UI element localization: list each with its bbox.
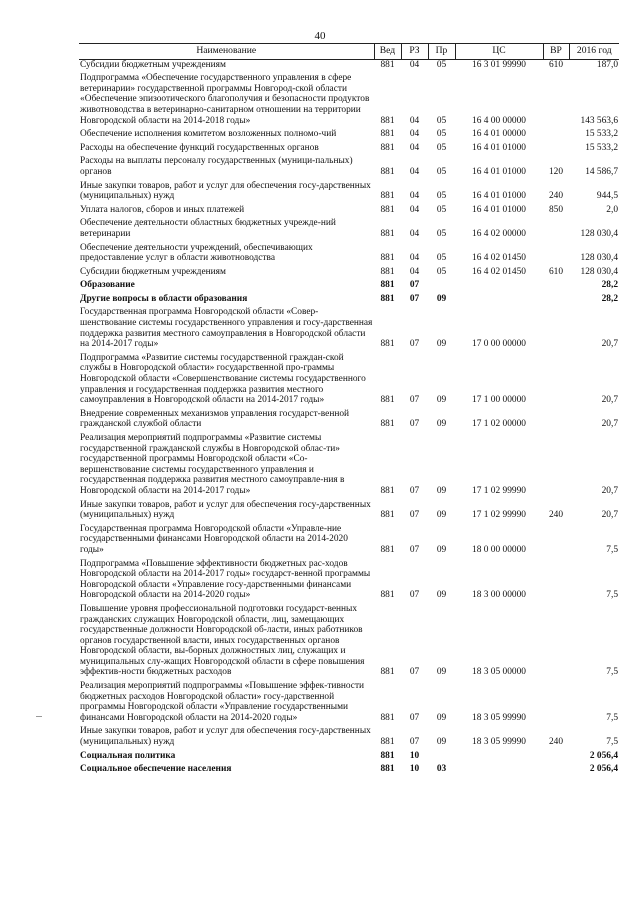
cell-rz: 04 xyxy=(409,166,420,177)
cell-vr: 610 xyxy=(548,59,564,70)
cell-name: Расходы на обеспечение функций государственных органов xyxy=(80,142,319,153)
cell-rz: 04 xyxy=(409,266,420,277)
header-name: Наименование xyxy=(79,44,374,60)
cell-amount: 15 533,2 xyxy=(585,129,618,140)
cell-cs: 18 3 05 99990 xyxy=(472,712,526,723)
cell-vr: 240 xyxy=(548,510,564,521)
cell-vr xyxy=(543,294,569,308)
cell-cs xyxy=(455,764,543,778)
cell-amount: 2 056,4 xyxy=(589,750,618,761)
cell-amount: 7,5 xyxy=(606,590,618,601)
cell-cs: 16 4 01 01000 xyxy=(472,166,526,177)
cell-name: Обеспечение исполнения комитетом возложенных полномо-чий xyxy=(80,129,337,140)
cell-name: Субсидии бюджетным учреждениям xyxy=(80,59,226,70)
cell-amount: 2,0 xyxy=(606,204,618,215)
cell-amount: 2 056,4 xyxy=(589,764,618,775)
cell-cs xyxy=(455,751,543,765)
cell-rz: 07 xyxy=(409,395,420,406)
cell-amount: 20,7 xyxy=(601,419,618,430)
cell-amount: 7,5 xyxy=(606,544,618,555)
cell-rz: 07 xyxy=(409,712,420,723)
cell-rz: 07 xyxy=(409,280,420,291)
cell-pr: 09 xyxy=(436,737,447,748)
table-row xyxy=(79,243,619,267)
cell-rz: 07 xyxy=(409,485,420,496)
cell-pr: 05 xyxy=(436,59,447,70)
cell-vr xyxy=(543,681,569,726)
cell-rz: 04 xyxy=(409,228,420,239)
cell-amount: 944,5 xyxy=(596,191,618,202)
cell-cs: 17 1 02 99990 xyxy=(472,485,526,496)
cell-pr: 05 xyxy=(436,166,447,177)
header-cs: ЦС xyxy=(455,44,543,60)
cell-amount: 128 030,4 xyxy=(580,228,618,239)
table-row xyxy=(79,524,619,559)
table-row xyxy=(79,143,619,157)
cell-pr: 09 xyxy=(436,395,447,406)
cell-ved: 881 xyxy=(380,510,395,521)
cell-rz: 07 xyxy=(409,293,420,304)
cell-pr: 09 xyxy=(436,667,447,678)
cell-name: Реализация мероприятий подпрограммы «Развитие системы государственной гражданской службы в Новгородской облас-ти» государственной программы Новгородской области «Со-вершенствование системы государственного управления и государственная поддержка развития местного самоуправле-ния в Новгородской области на 2014-2017 годы» xyxy=(80,433,345,496)
cell-ved: 881 xyxy=(380,667,395,678)
cell-rz: 10 xyxy=(409,764,420,775)
cell-pr: 05 xyxy=(436,228,447,239)
cell-name: Образование xyxy=(80,280,135,291)
cell-rz: 04 xyxy=(409,142,420,153)
cell-pr xyxy=(428,751,455,765)
cell-rz: 04 xyxy=(409,191,420,202)
cell-pr: 05 xyxy=(436,115,447,126)
cell-cs: 17 1 02 99990 xyxy=(472,510,526,521)
cell-rz: 07 xyxy=(409,544,420,555)
cell-ved: 881 xyxy=(380,419,395,430)
scan-mark xyxy=(36,716,42,717)
cell-name: Расходы на выплаты персоналу государственных (муници-пальных) органов xyxy=(80,156,353,177)
cell-name: Уплата налогов, сборов и иных платежей xyxy=(80,204,245,215)
table-row xyxy=(79,294,619,308)
table-row xyxy=(79,280,619,294)
cell-ved: 881 xyxy=(380,737,395,748)
cell-pr: 09 xyxy=(436,339,447,350)
cell-name: Подпрограмма «Развитие системы государственной граждан-ской службы в Новгородской области» государственной про-граммы Новгородской области «Совершенствование системы государственного управления и государственная поддержка развития местного самоуправления в Новгородской области на 2014-2017 годы» xyxy=(80,352,366,406)
cell-vr xyxy=(543,559,569,604)
cell-rz: 04 xyxy=(409,253,420,264)
cell-ved: 881 xyxy=(380,544,395,555)
cell-pr: 09 xyxy=(436,510,447,521)
table-header-row xyxy=(79,44,619,60)
cell-cs: 16 4 02 01450 xyxy=(472,266,526,277)
cell-cs: 16 4 01 01000 xyxy=(472,142,526,153)
table-row xyxy=(79,409,619,433)
cell-pr: 05 xyxy=(436,204,447,215)
cell-cs: 16 4 02 00000 xyxy=(472,228,526,239)
cell-name: Субсидии бюджетным учреждениям xyxy=(80,266,226,277)
cell-ved: 881 xyxy=(380,253,395,264)
header-ved: Вед xyxy=(374,44,401,60)
cell-cs: 16 4 01 00000 xyxy=(472,129,526,140)
cell-amount: 20,7 xyxy=(601,395,618,406)
cell-amount: 14 586,7 xyxy=(585,166,618,177)
cell-name: Повышение уровня профессиональной подготовки государст-венных гражданских служащих Новгородской области, лиц, замещающих государственные должности Новгородской об-ласти, иных работников органов государственной власти, иных государственных органов Новгородской области, вы-борных должностных лиц, служащих и муниципальных слу-жащих Новгородской области в сфере повышения эффектив-ности бюджетных расходов xyxy=(80,603,365,678)
cell-ved: 881 xyxy=(380,266,395,277)
cell-ved: 881 xyxy=(380,59,395,70)
cell-cs xyxy=(455,294,543,308)
table-row xyxy=(79,353,619,409)
cell-rz: 07 xyxy=(409,419,420,430)
cell-ved: 881 xyxy=(380,129,395,140)
cell-name: Внедрение современных механизмов управления государст-венной гражданской службой области xyxy=(80,408,350,430)
cell-ved: 881 xyxy=(380,750,395,761)
cell-ved: 881 xyxy=(380,228,395,239)
cell-cs: 17 1 00 00000 xyxy=(472,395,526,406)
cell-name: Социальное обеспечение населения xyxy=(80,764,232,775)
cell-vr: 240 xyxy=(548,191,564,202)
cell-pr: 09 xyxy=(436,485,447,496)
cell-ved: 881 xyxy=(380,339,395,350)
cell-vr xyxy=(543,409,569,433)
cell-cs: 17 0 00 00000 xyxy=(472,339,526,350)
cell-amount: 28,2 xyxy=(601,293,618,304)
cell-vr xyxy=(543,433,569,500)
table-row xyxy=(79,681,619,726)
cell-name: Иные закупки товаров, работ и услуг для обеспечения госу-дарственных (муниципальных) нужд xyxy=(80,726,371,748)
table-row xyxy=(79,59,619,73)
cell-vr xyxy=(543,280,569,294)
cell-name: Обеспечение деятельности областных бюджетных учрежде-ний ветеринарии xyxy=(80,218,336,239)
cell-name: Реализация мероприятий подпрограммы «Повышение эффек-тивности бюджетных расходов Новгородской области» госу-дарственной программы Новгородской области «Управление государственными финансами Новгородской области на 2014-2020 годы» xyxy=(80,681,365,723)
cell-amount: 7,5 xyxy=(606,667,618,678)
cell-ved: 881 xyxy=(380,166,395,177)
cell-rz: 07 xyxy=(409,590,420,601)
table-row xyxy=(79,129,619,143)
cell-ved: 881 xyxy=(380,115,395,126)
budget-table xyxy=(79,43,619,778)
cell-pr: 05 xyxy=(436,129,447,140)
cell-amount: 128 030,4 xyxy=(580,266,618,277)
table-row xyxy=(79,500,619,524)
cell-pr: 05 xyxy=(436,266,447,277)
cell-amount: 7,5 xyxy=(606,712,618,723)
page-number: 40 xyxy=(314,30,326,42)
cell-rz: 07 xyxy=(409,510,420,521)
cell-vr xyxy=(543,524,569,559)
cell-name: Государственная программа Новгородской области «Управле-ние государственными финансами Новгородской области на 2014-2020 годы» xyxy=(80,523,348,555)
cell-name: Подпрограмма «Обеспечение государственного управления в сфере ветеринарии» государственной программы Новгород-ской области «Обеспечение эпизоотического благополучия и безопасности продуктов животноводства в ветеринарно-санитарном отношении на территории Новгородской области на 2014-2018 годы» xyxy=(80,73,370,126)
cell-pr: 03 xyxy=(436,764,447,775)
cell-vr xyxy=(543,751,569,765)
cell-amount: 7,5 xyxy=(606,737,618,748)
cell-pr: 05 xyxy=(436,253,447,264)
table-row xyxy=(79,764,619,778)
cell-vr xyxy=(543,353,569,409)
cell-cs: 16 3 01 99990 xyxy=(472,59,526,70)
cell-ved: 881 xyxy=(380,485,395,496)
cell-name: Другие вопросы в области образования xyxy=(80,293,248,304)
cell-cs: 16 4 01 01000 xyxy=(472,191,526,202)
cell-vr xyxy=(543,218,569,242)
cell-cs: 18 0 00 00000 xyxy=(472,544,526,555)
table-row xyxy=(79,726,619,750)
cell-amount: 128 030,4 xyxy=(580,253,618,264)
cell-ved: 881 xyxy=(380,204,395,215)
table-row xyxy=(79,205,619,219)
cell-rz: 04 xyxy=(409,115,420,126)
cell-name: Подпрограмма «Повышение эффективности бюджетных рас-ходов Новгородской области на 2014-2017 годы» государст-венной программы Новгородской области «Управление госу-дарственными финансами Новгородской области на 2014-2020 годы» xyxy=(80,558,371,601)
cell-cs: 18 3 05 99990 xyxy=(472,737,526,748)
cell-rz: 07 xyxy=(409,737,420,748)
cell-amount: 187,0 xyxy=(596,59,618,70)
cell-vr xyxy=(543,73,569,129)
cell-amount: 20,7 xyxy=(601,510,618,521)
cell-cs: 18 3 00 00000 xyxy=(472,590,526,601)
cell-name: Иные закупки товаров, работ и услуг для обеспечения госу-дарственных (муниципальных) нужд xyxy=(80,499,371,521)
cell-rz: 04 xyxy=(409,129,420,140)
cell-name: Государственная программа Новгородской области «Совер-шенствование системы государственного управления и госу-дарственная поддержка развития местного самоуправления в Новгородской области на 2014-2017 годы» xyxy=(80,307,373,350)
cell-ved: 881 xyxy=(380,280,395,291)
cell-vr xyxy=(543,143,569,157)
cell-vr xyxy=(543,243,569,267)
cell-cs: 16 4 00 00000 xyxy=(472,115,526,126)
cell-ved: 881 xyxy=(380,142,395,153)
cell-rz: 04 xyxy=(409,204,420,215)
cell-pr xyxy=(428,280,455,294)
cell-ved: 881 xyxy=(380,712,395,723)
cell-amount: 20,7 xyxy=(601,485,618,496)
cell-cs xyxy=(455,280,543,294)
cell-amount: 15 533,2 xyxy=(585,142,618,153)
cell-pr: 09 xyxy=(436,712,447,723)
table-row xyxy=(79,181,619,205)
cell-cs: 16 4 02 01450 xyxy=(472,253,526,264)
table-row xyxy=(79,156,619,180)
cell-vr xyxy=(543,764,569,778)
table-row xyxy=(79,218,619,242)
cell-pr: 09 xyxy=(436,544,447,555)
cell-vr: 120 xyxy=(548,166,564,177)
cell-ved: 881 xyxy=(380,191,395,202)
cell-vr: 610 xyxy=(548,266,564,277)
table-row xyxy=(79,604,619,681)
cell-vr xyxy=(543,307,569,352)
table-row xyxy=(79,73,619,129)
cell-vr xyxy=(543,129,569,143)
cell-ved: 881 xyxy=(380,764,395,775)
cell-name: Обеспечение деятельности учреждений, обеспечивающих предоставление услуг в области животноводства xyxy=(80,242,313,264)
cell-amount: 28,2 xyxy=(601,280,618,291)
cell-rz: 04 xyxy=(409,59,420,70)
table-row xyxy=(79,267,619,281)
cell-pr: 09 xyxy=(436,419,447,430)
header-vr: ВР xyxy=(543,44,569,60)
cell-amount: 143 563,6 xyxy=(580,115,618,126)
header-amount: 2016 год xyxy=(569,44,619,60)
cell-ved: 881 xyxy=(380,590,395,601)
cell-cs: 17 1 02 00000 xyxy=(472,419,526,430)
cell-cs: 16 4 01 01000 xyxy=(472,204,526,215)
cell-amount: 20,7 xyxy=(601,339,618,350)
cell-pr: 09 xyxy=(436,293,447,304)
cell-pr: 05 xyxy=(436,191,447,202)
cell-rz: 07 xyxy=(409,667,420,678)
table-row xyxy=(79,307,619,352)
cell-ved: 881 xyxy=(380,293,395,304)
cell-cs: 18 3 05 00000 xyxy=(472,667,526,678)
cell-vr xyxy=(543,604,569,681)
cell-rz: 07 xyxy=(409,339,420,350)
cell-pr: 05 xyxy=(436,142,447,153)
cell-vr: 850 xyxy=(548,204,564,215)
table-row xyxy=(79,559,619,604)
cell-ved: 881 xyxy=(380,395,395,406)
table-row xyxy=(79,751,619,765)
cell-name: Социальная политика xyxy=(80,750,176,761)
cell-rz: 10 xyxy=(409,750,420,761)
cell-pr: 09 xyxy=(436,590,447,601)
table-row xyxy=(79,433,619,500)
header-pr: Пр xyxy=(428,44,455,60)
cell-vr: 240 xyxy=(548,737,564,748)
header-rz: РЗ xyxy=(401,44,428,60)
cell-name: Иные закупки товаров, работ и услуг для обеспечения госу-дарственных (муниципальных) нужд xyxy=(80,180,371,202)
